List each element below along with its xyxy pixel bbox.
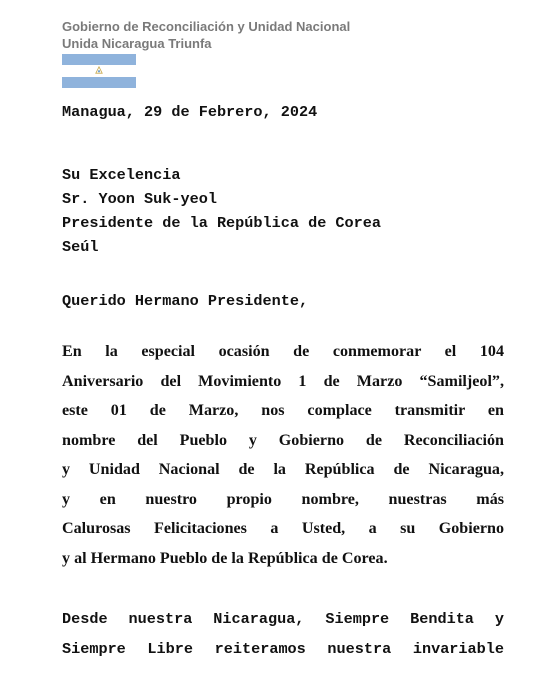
flag-top-band bbox=[62, 54, 136, 65]
flag-emblem-icon bbox=[95, 66, 103, 74]
recipient-line: Su Excelencia bbox=[62, 166, 181, 184]
recipient-line: Seúl bbox=[62, 238, 99, 256]
flag-bottom-band bbox=[62, 77, 136, 88]
paragraph-line: Desde nuestra Nicaragua, Siempre Bendita y bbox=[62, 610, 504, 628]
recipient-line: Sr. Yoon Suk-yeol bbox=[62, 190, 217, 208]
paragraph-line: En la especial ocasión de conmemorar el 104 bbox=[62, 343, 504, 360]
paragraph-line: Calurosas Felicitaciones a Usted, a su Gobierno bbox=[62, 520, 504, 537]
paragraph-line: y Unidad Nacional de la República de Nicaragua, bbox=[62, 461, 504, 478]
letter-salutation: Querido Hermano Presidente, bbox=[62, 292, 309, 310]
paragraph-line: Siempre Libre reiteramos nuestra invariable bbox=[62, 639, 504, 658]
letter-paragraph-2 bbox=[62, 605, 504, 664]
paragraph-line: Aniversario del Movimiento 1 de Marzo “Samiljeol”, bbox=[62, 372, 504, 390]
paragraph-line: nombre del Pueblo y Gobierno de Reconciliación bbox=[62, 431, 504, 449]
nicaragua-flag-icon bbox=[62, 54, 136, 88]
letter-date: Managua, 29 de Febrero, 2024 bbox=[62, 103, 318, 121]
letterhead-government-name: Gobierno de Reconciliación y Unidad Nacional bbox=[62, 19, 351, 34]
letter-paragraph-1 bbox=[62, 337, 504, 573]
paragraph-line: y al Hermano Pueblo de la República de Corea. bbox=[62, 549, 388, 567]
paragraph-line: y en nuestro propio nombre, nuestras más bbox=[62, 490, 504, 508]
flag-middle-band bbox=[62, 65, 136, 76]
recipient-line: Presidente de la República de Corea bbox=[62, 214, 381, 232]
letterhead-slogan: Unida Nicaragua Triunfa bbox=[62, 36, 212, 51]
letterhead bbox=[62, 18, 350, 52]
paragraph-line: este 01 de Marzo, nos complace transmitir en bbox=[62, 402, 504, 419]
